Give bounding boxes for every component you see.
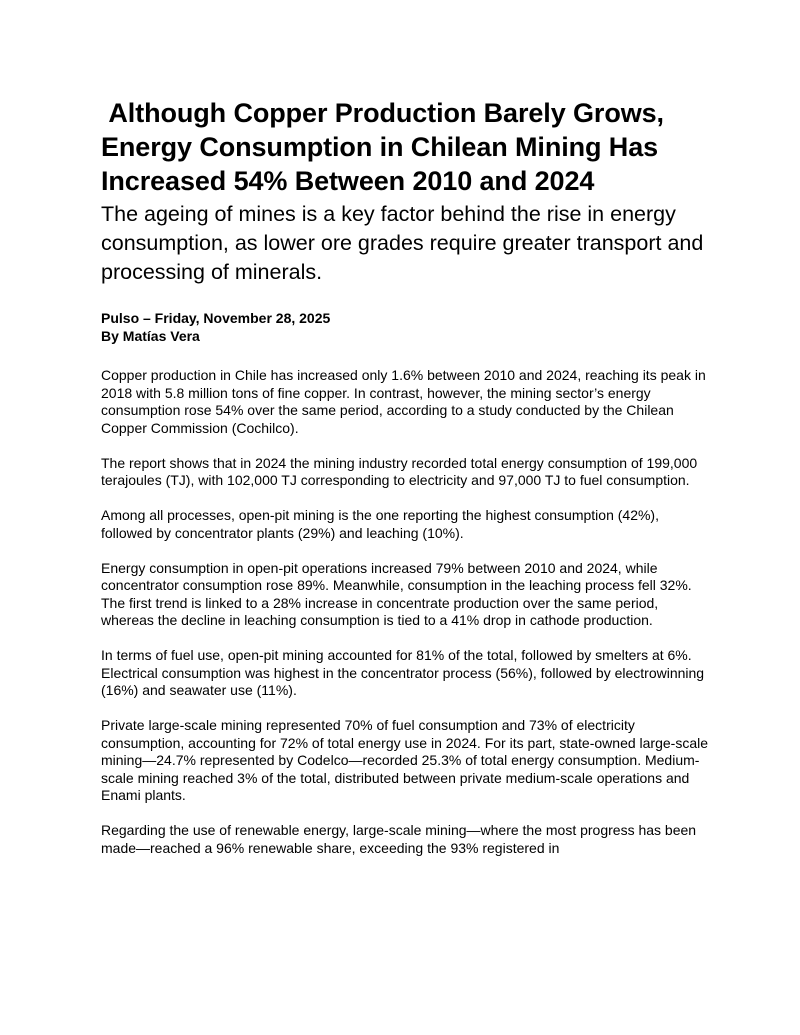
article-paragraph: Energy consumption in open-pit operations increased 79% between 2010 and 2024, while concentrator consumption rose 89%. Meanwhile, consumption in the leaching process fell 32%. The first trend is linked to a 28% increase in concentrate production over the same period, whereas the decline in leaching consumption is tied to a 41% drop in cathode production. [101,559,692,628]
article-dateline: Pulso – Friday, November 28, 2025 [101,310,331,326]
article-paragraph: Copper production in Chile has increased only 1.6% between 2010 and 2024, reaching its peak in 2018 with 5.8 million tons of fine copper. In contrast, however, the mining sector’s energy consumption rose 54% over the same period, according to a study conducted by the Chilean Copper Commission (Cochilco). [101,367,706,436]
article-subheadline: The ageing of mines is a key factor behind the rise in energy consumption, as lower ore grades require greater transport and processing of minerals. [101,202,704,284]
article-paragraph: Private large-scale mining represented 70% of fuel consumption and 73% of electricity consumption, accounting for 72% of total energy use in 2024. For its part, state-owned large-scale mining—24.7% represented by Codelco—recorded 25.3% of total energy consumption. Medium-scale mining reached 3% of the total, distributed between private medium-scale operations and Enami plants. [101,717,709,803]
article-paragraph: Among all processes, open-pit mining is the one reporting the highest consumption (42%), followed by concentrator plants (29%) and leaching (10%). [101,507,659,541]
article-headline: Although Copper Production Barely Grows, Energy Consumption in Chilean Mining Has Increased 54% Between 2010 and 2024 [101,98,672,196]
article-paragraph: The report shows that in 2024 the mining industry recorded total energy consumption of 199,000 terajoules (TJ), with 102,000 TJ corresponding to electricity and 97,000 TJ to fuel consumption. [101,454,698,488]
article-byline-block [101,310,711,345]
article [101,96,711,875]
article-author: By Matías Vera [101,327,200,344]
article-body [101,367,711,857]
article-paragraph: Regarding the use of renewable energy, large-scale mining—where the most progress has been made—reached a 96% renewable share, exceeding the 93% registered in [101,822,697,856]
article-paragraph: In terms of fuel use, open-pit mining accounted for 81% of the total, followed by smelters at 6%. Electrical consumption was highest in the concentrator process (56%), followed by electrowinning (16%) and seawater use (11%). [101,647,705,698]
